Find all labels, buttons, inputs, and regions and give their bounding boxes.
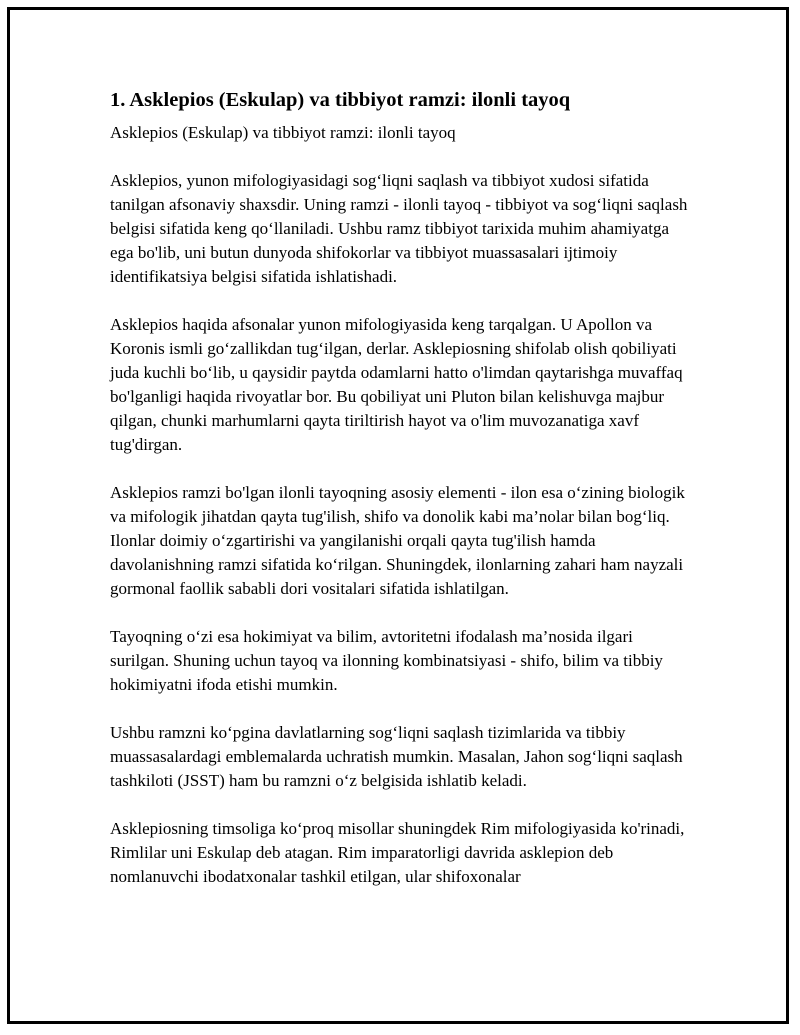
paragraph-2: Asklepios haqida afsonalar yunon mifologiyasida keng tarqalgan. U Apollon va Koronis ismli go‘zallikdan tug‘ilgan, derlar. Asklepiosning shifolab olish qobiliyati juda kuchli bo‘lib, u qaysidir paytda odamlarni hatto o'limdan qaytarishga muvaffaq bo'lganligi haqida rivoyatlar bor. Bu qobiliyat uni Pluton bilan kelishuvga majbur qilgan, chunki marhumlarni qayta tiriltirish hayot va o'lim muvozanatiga xavf tug'dirgan. [110, 315, 683, 454]
document-subtitle: Asklepios (Eskulap) va tibbiyot ramzi: ilonli tayoq [110, 123, 456, 142]
paragraph-5: Ushbu ramzni ko‘pgina davlatlarning sog‘liqni saqlash tizimlarida va tibbiy muassasalardagi emblemalarda uchratish mumkin. Masalan, Jahon sog‘liqni saqlash tashkiloti (JSST) ham bu ramzni o‘z belgisida ishlatib keladi. [110, 723, 683, 790]
paragraph-6: Asklepiosning timsoliga ko‘proq misollar shuningdek Rim mifologiyasida ko'rinadi, Rimlilar uni Eskulap deb atagan. Rim imparatorligi davrida asklepion deb nomlanuvchi ibodatxonalar tashkil etilgan, ular shifoxonalar [110, 819, 685, 886]
paragraph-4: Tayoqning o‘zi esa hokimiyat va bilim, avtoritetni ifodalash ma’nosida ilgari surilgan. Shuning uchun tayoq va ilonning kombinatsiyasi - shifo, bilim va tibbiy hokimiyatni ifoda etishi mumkin. [110, 627, 663, 694]
document-heading: 1. Asklepios (Eskulap) va tibbiyot ramzi: ilonli tayoq [110, 89, 571, 111]
document-body [110, 87, 690, 913]
paragraph-3: Asklepios ramzi bo'lgan ilonli tayoqning asosiy elementi - ilon esa o‘zining biologik va mifologik jihatdan qayta tug'ilish, shifo va donolik kabi ma’nolar bilan bog‘liq. Ilonlar doimiy o‘zgartirishi va yangilanishi orqali qayta tug'ilish hamda davolanishning ramzi sifatida ko‘rilgan. Shuningdek, ilonlarning zahari ham nayzali gormonal faollik sababli dori vositalari sifatida ishlatilgan. [110, 483, 685, 598]
paragraph-1: Asklepios, yunon mifologiyasidagi sog‘liqni saqlash va tibbiyot xudosi sifatida tanilgan afsonaviy shaxsdir. Uning ramzi - ilonli tayoq - tibbiyot va sog‘liqni saqlash belgisi sifatida keng qo‘llaniladi. Ushbu ramz tibbiyot tarixida muhim ahamiyatga ega bo'lib, uni butun dunyoda shifokorlar va tibbiyot muassasalari ijtimoiy identifikatsiya belgisi sifatida ishlatishadi. [110, 171, 688, 286]
